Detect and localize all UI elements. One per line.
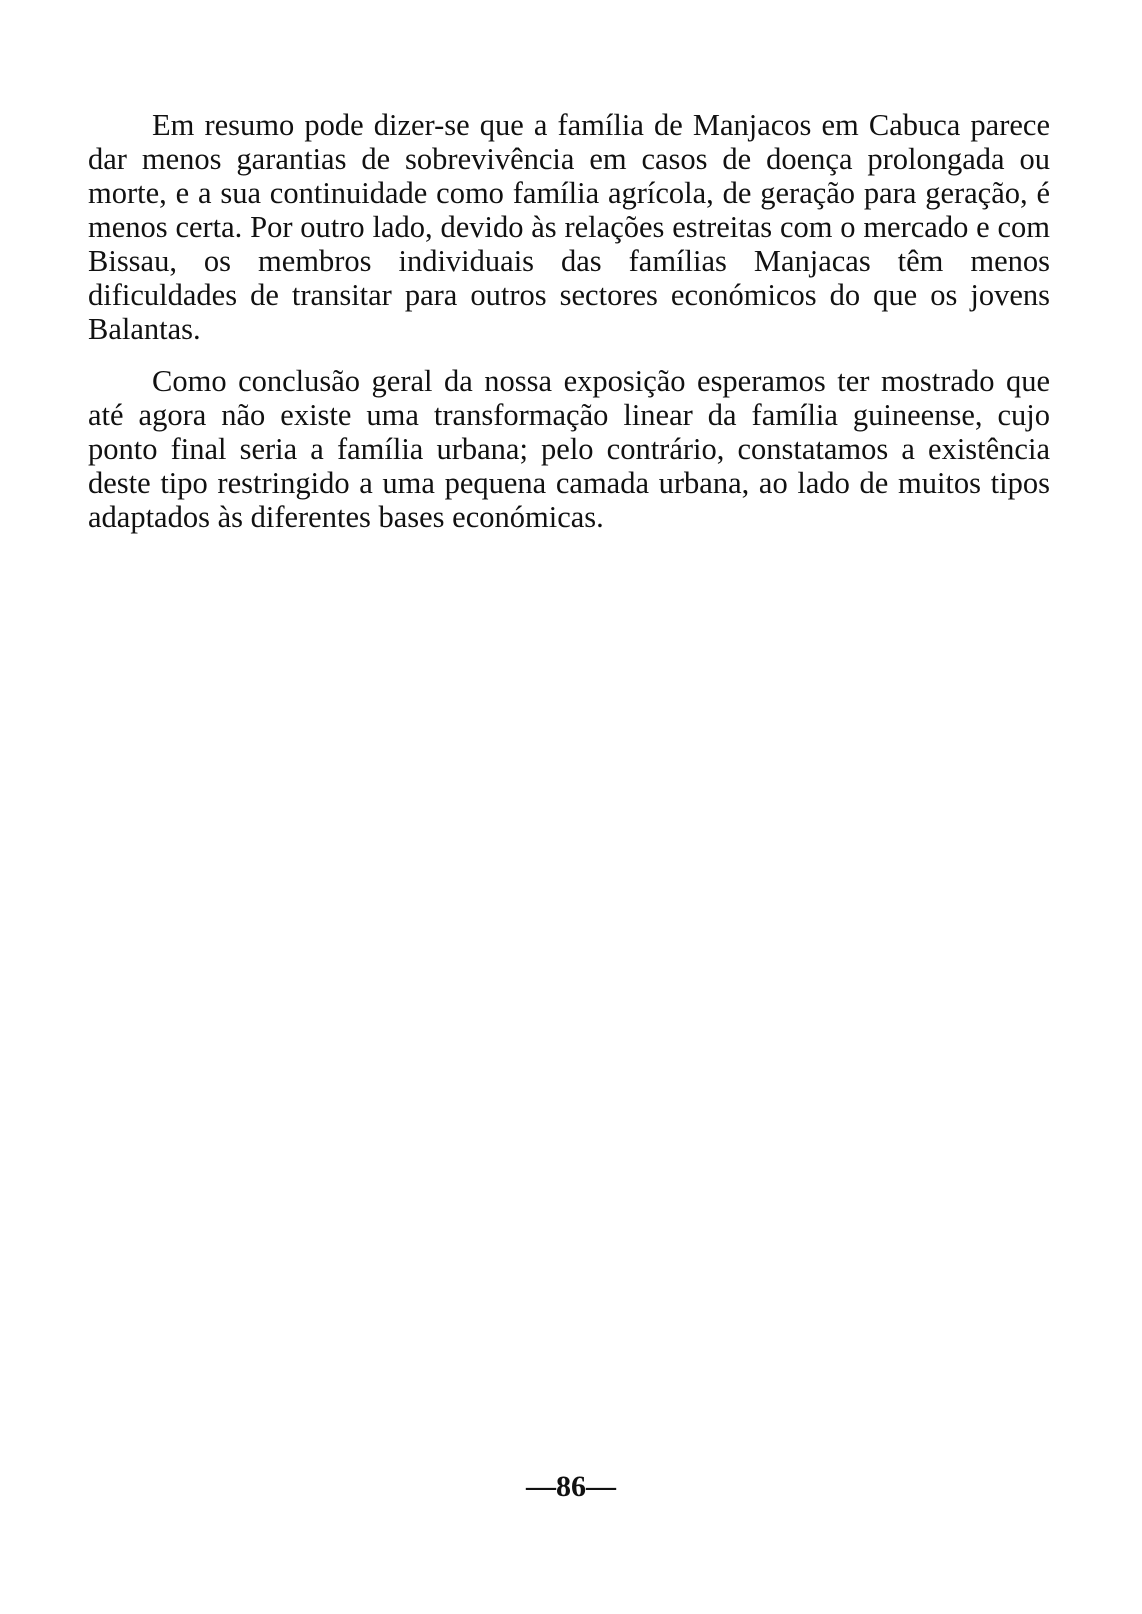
page-number: —86— [526, 1470, 616, 1503]
body-text [88, 108, 1050, 552]
paragraph-summary-manjacos: Em resumo pode dizer-se que a família de Manjacos em Cabuca parece dar menos garantias de sobrevivência em casos de doença prolongada ou morte, e a sua continuidade como família agrícola, de geração para geração, é menos certa. Por outro lado, devido às relações estreitas com o mercado e com Bissau, os membros individuais das famílias Manjacas têm menos dificuldades de transitar para outros sectores económicos do que os jovens Balantas. [88, 108, 1050, 346]
paragraph-general-conclusion: Como conclusão geral da nossa exposição esperamos ter mostrado que até agora não existe uma transformação linear da família guineense, cujo ponto final seria a família urbana; pelo contrário, constatamos a existência deste tipo restringido a uma pequena camada urbana, ao lado de muitos tipos adaptados às diferentes bases económicas. [88, 364, 1050, 534]
